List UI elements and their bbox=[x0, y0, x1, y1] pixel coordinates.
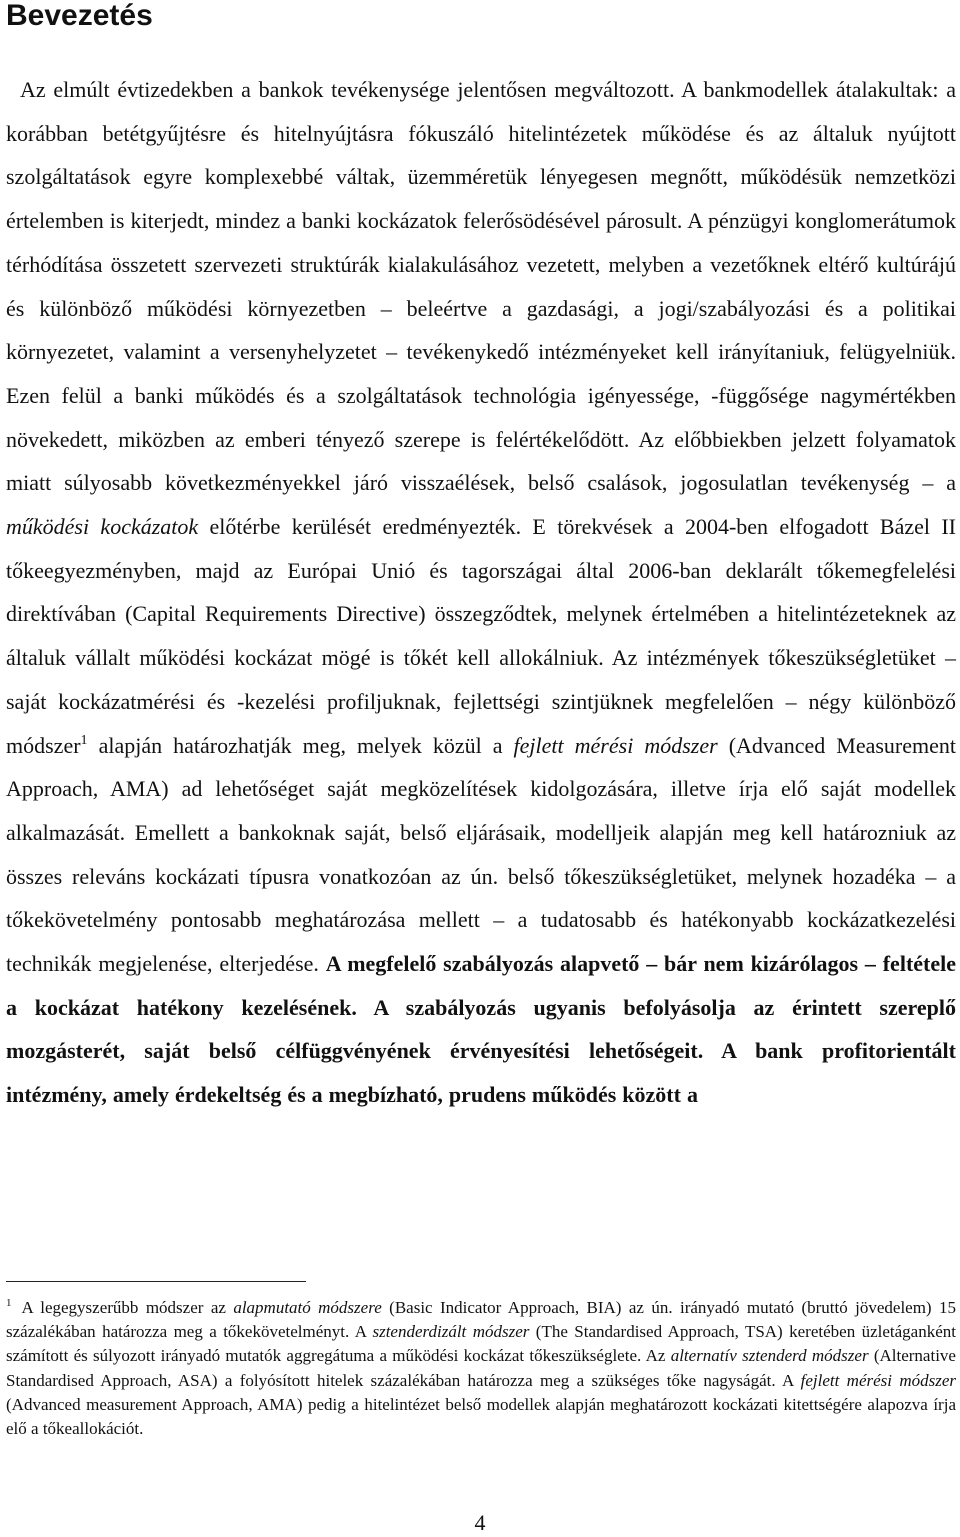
body-text-part-4: (Advanced Measurement Approach, AMA) ad lehetőséget saját megközelítések kidolgozására, illetve írja elő saját modellek alkalmazását. Emellett a bankoknak saját, belső eljárásaik, modelljeik alapján meg kell határozniuk az összes releváns kockázati típusra vonatkozóan az ún. belső tőkeszükségletüket, melynek hozadéka – a tőkekövetelmény pontosabb meghatározása mellett – a tudatosabb és hatékonyabb kockázatkezelési technikák megjelenése, elterjedése. bbox=[6, 732, 956, 977]
footnote-text-5: (Advanced measurement Approach, AMA) pedig a hitelintézet belső modellek alapján meghatározott kockázati kitettségére alapozva írja elő a tőkeallokációt. bbox=[6, 1394, 956, 1439]
body-text-part-2: előtérbe kerülését eredményezték. E törekvések a 2004-ben elfogadott Bázel II tőkeegyezményben, majd az Európai Unió és tagországai által 2006-ban deklarált tőkemegfelelési direktívában (Capital Requirements Directive) összegződtek, melynek értelmében a hitelintézeteknek az általuk vállalt működési kockázat mögé is tőkét kell allokálniuk. Az intézmények tőkeszükségletüket – saját kockázatmérési és -kezelési profiljuknak, fejlettségi szintjüknek megfelelően – négy különböző módszer bbox=[6, 514, 956, 758]
footnote-text-3: (The Standardised Approach, TSA) keretében üzletáganként számított és súlyozott irányadó mutatók aggregátuma a működési kockázat tőkeszükséglete. Az bbox=[6, 1322, 956, 1366]
footnote-marker: 1 bbox=[6, 1297, 12, 1309]
body-text-part-1: Az elmúlt évtizedekben a bankok tevékenysége jelentősen megváltozott. A bankmodellek átalakultak: a korábban betétgyűjtésre és hitelnyújtásra fókuszáló hitelintézetek működése és az általuk nyújtott szolgáltatások egyre komplexebbé váltak, üzemméretük lényegesen megnőtt, működésük nemzetközi értelemben is kiterjedt, mindez a banki kockázatok felerősödésével párosult. A pénzügyi konglomerátumok térhódítása összetett szervezeti struktúrák kialakulásához vezetett, melyben a vezetőknek eltérő kultúrájú és különböző működési környezetben – beleértve a gazdasági, a jogi/szabályozási és a politikai környezetet, valamint a versenyhelyzetet – tevékenykedő intézményeket kell irányítaniuk, felügyelniük. Ezen felül a banki működés és a szolgáltatások technológia igényessége, -függősége nagymértékben növekedett, miközben az emberi tényező szerepe is felértékelődött. Az előbbiekben jelzett folyamatok miatt súlyosabb következményekkel járó visszaélések, belső csalások, jogosulatlan tevékenység – a bbox=[6, 77, 956, 496]
footnote-text-4: (Alternative Standardised Approach, ASA) a folyósított hitelek százalékában határozza meg a szükséges tőke nagyságát. A bbox=[6, 1346, 956, 1390]
body-paragraph bbox=[6, 68, 956, 1117]
body-text-part-3: alapján határozhatják meg, melyek közül a bbox=[87, 732, 514, 758]
emphasis-fejlett-meresi-modszer: fejlett mérési módszer bbox=[513, 732, 718, 758]
section-heading: Bevezetés bbox=[6, 0, 153, 32]
footnote-emphasis-1: alapmutató módszere bbox=[233, 1298, 382, 1317]
footnote-text-2: (Basic Indicator Approach, BIA) az ún. irányadó mutató (bruttó jövedelem) 15 százalékában határozza meg a tőkekövetelményt. A bbox=[6, 1298, 956, 1342]
footnote-emphasis-4: fejlett mérési módszer bbox=[800, 1370, 956, 1390]
bold-statement: A megfelelő szabályozás alapvető – bár nem kizárólagos – feltétele a kockázat hatékony kezelésének. A szabályozás ugyanis befolyásolja az érintett szereplő mozgásterét, saját belső célfüggvényének érvényesítési lehetőségeit. A bank profitorientált intézmény, amely érdekeltség és a megbízható, prudens működés között a bbox=[6, 951, 956, 1108]
emphasis-mukodesi-kockazatok: működési kockázatok bbox=[6, 514, 199, 540]
page-number: 4 bbox=[474, 1510, 486, 1535]
footnote-emphasis-2: sztenderdizált módszer bbox=[372, 1322, 530, 1342]
footnote-text-1: A legegyszerűbb módszer az bbox=[21, 1298, 234, 1317]
footnote-reference[interactable]: 1 bbox=[80, 732, 88, 748]
footnote-separator bbox=[6, 1281, 306, 1282]
footnote-emphasis-3: alternatív sztenderd módszer bbox=[670, 1346, 869, 1366]
footnote bbox=[6, 1296, 956, 1441]
